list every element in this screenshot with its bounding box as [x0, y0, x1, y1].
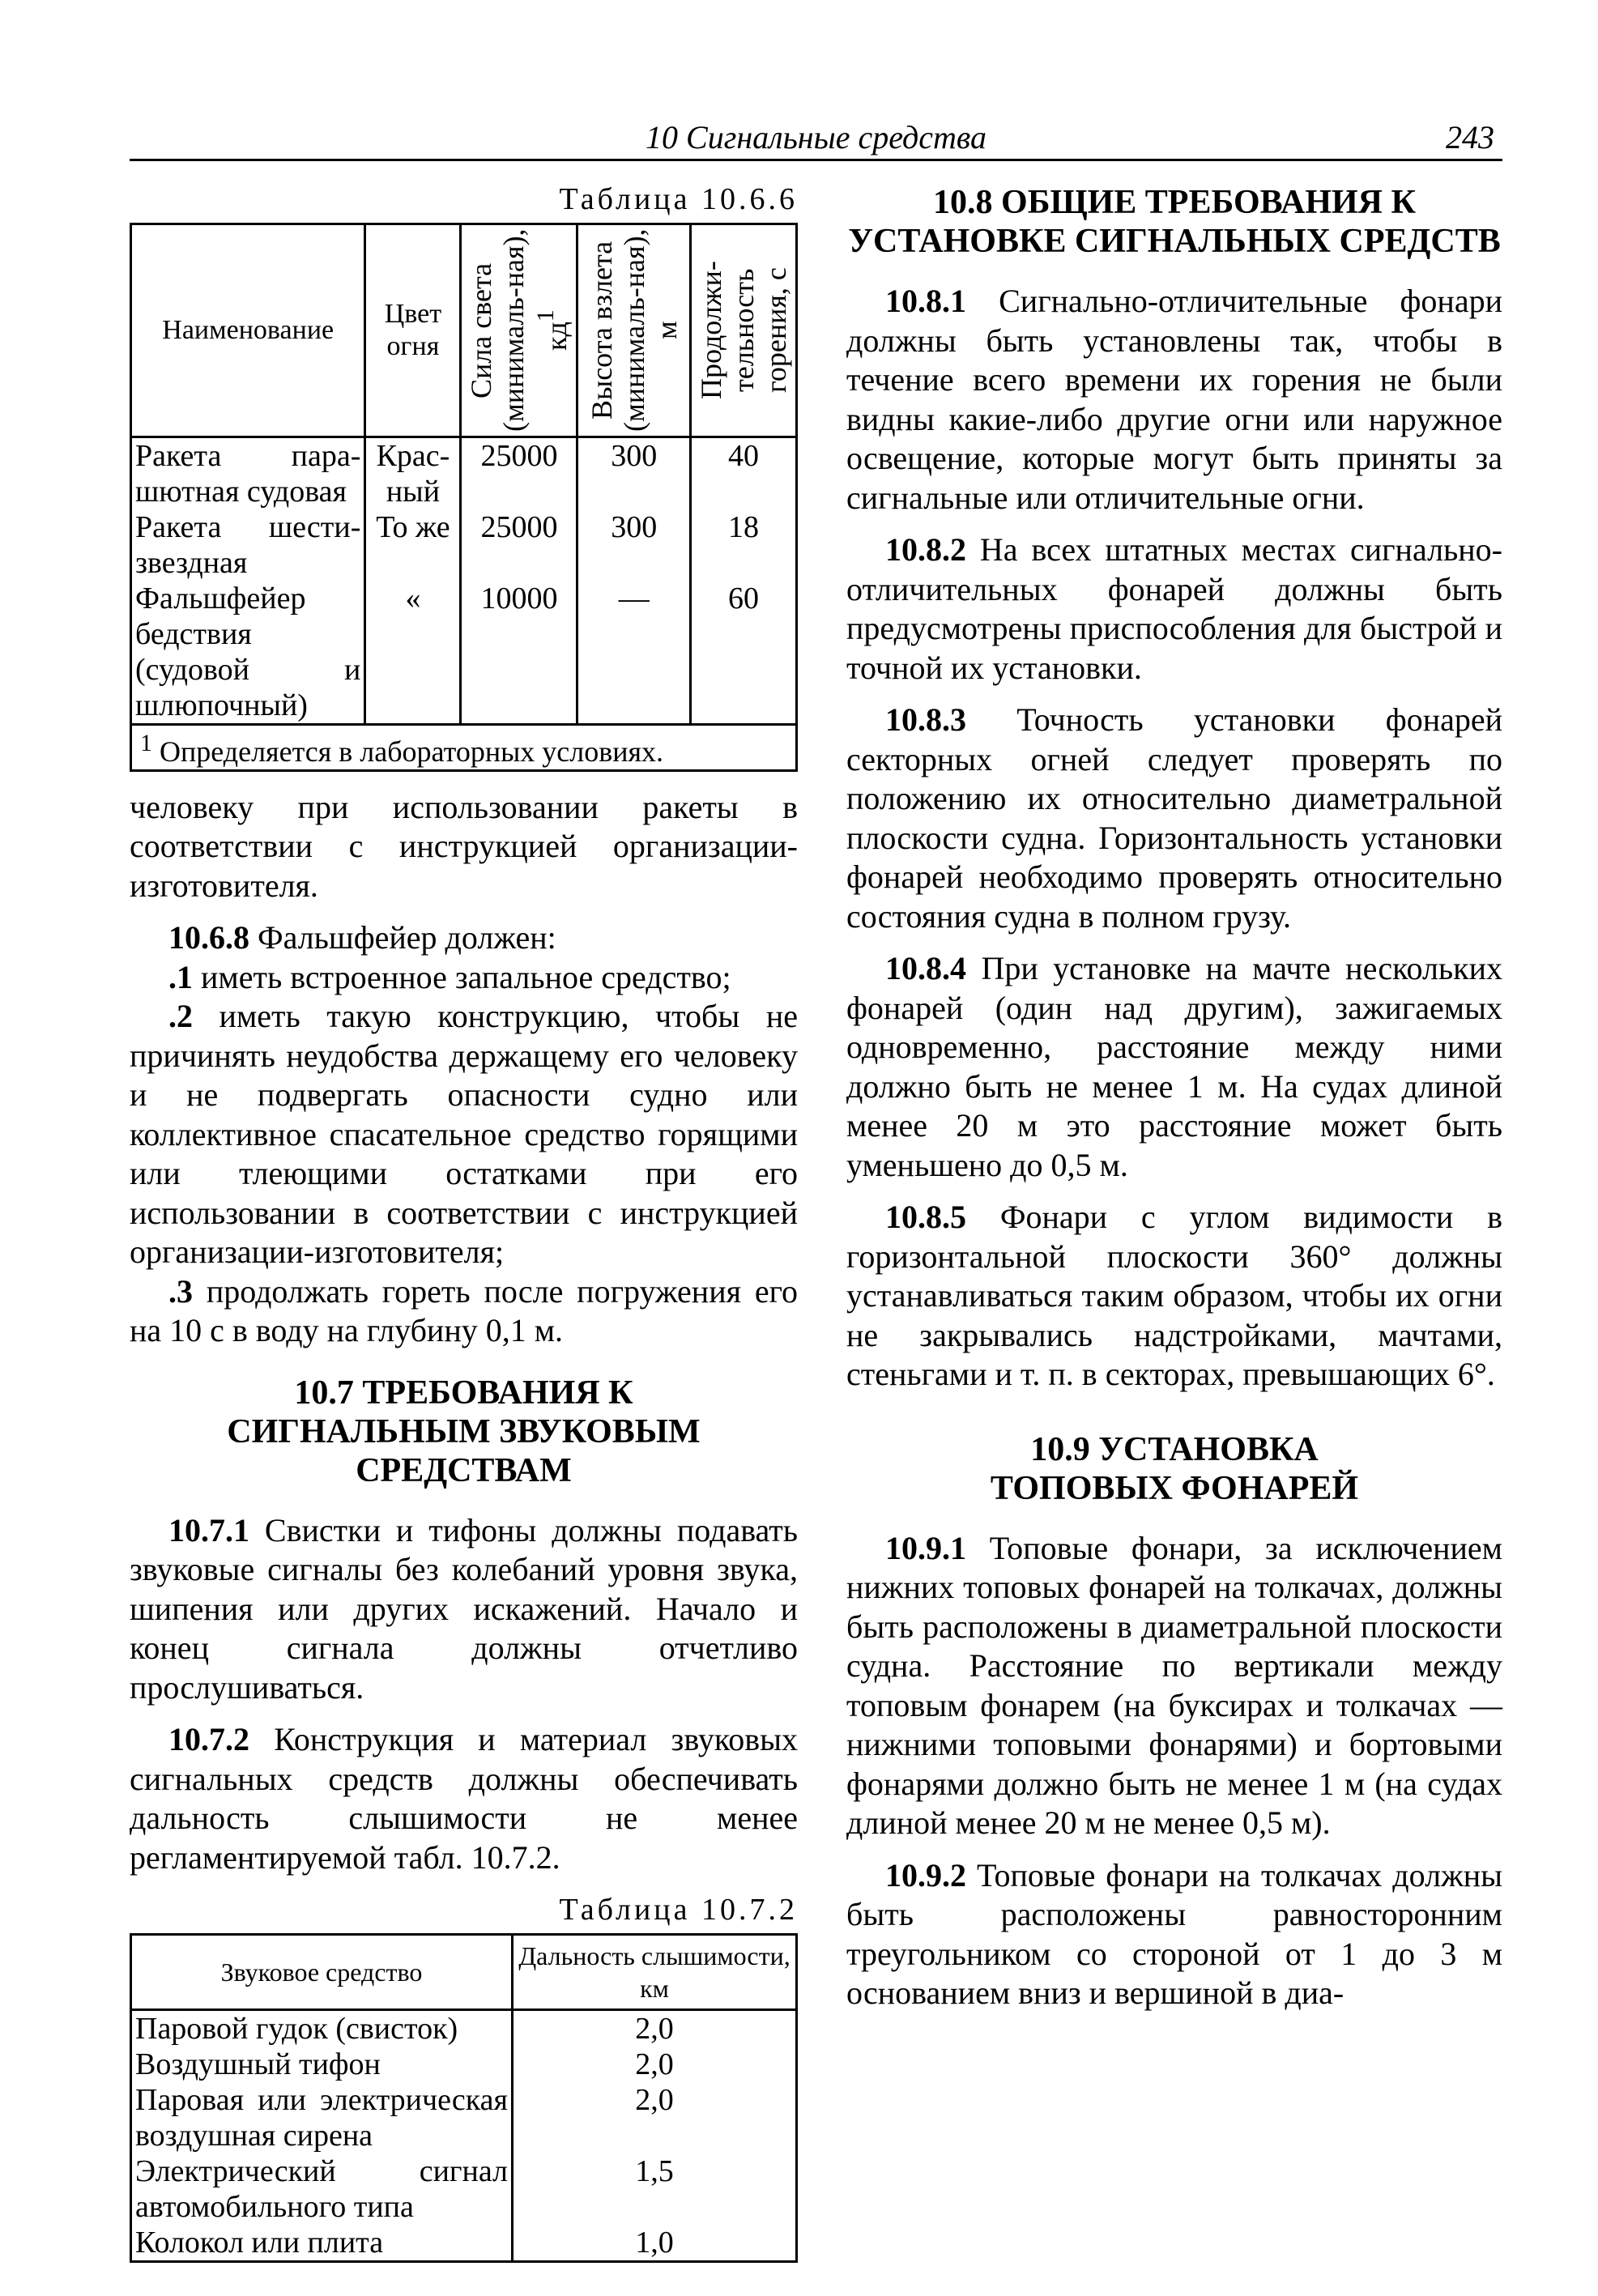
cell-name: Ракета шести-звездная [131, 509, 365, 581]
cell-height: 300 [577, 509, 691, 581]
cell-name: Воздушный тифон [131, 2047, 513, 2082]
cell-name: Электрический сигнал автомобильного типа [131, 2153, 513, 2225]
paragraph-10-8-1: 10.8.1 Сигнально-отличительные фонари должны быть установлены так, чтобы в течение всего времени их горения не были видны какие-либо другие огни или наружное освещение, которые могут быть приняты за сигнальные или отличительные огни. [846, 283, 1502, 516]
cell-name: Паровая или электрическая воздушная сирена [131, 2082, 513, 2153]
section-heading-10-9: 10.9 УСТАНОВКА ТОПОВЫХ ФОНАРЕЙ [990, 1430, 1359, 1507]
table-footnote-row [131, 724, 797, 770]
list-item: .3 продолжать гореть после погружения его на 10 с в воду на глубину 0,1 м. [130, 1272, 798, 1348]
cell-color: Крас-ный [365, 437, 461, 509]
table-footnote: $^1$ Определяется в лабораторных условиях. [131, 724, 797, 770]
col-header: Сила света (минималь-ная), $кд^1$ [465, 228, 573, 432]
cell-color: « [365, 581, 461, 725]
paragraph-10-7-2: 10.7.2 Конструкция и материал звуковых сигнальных средств должны обеспечивать дальность слышимости не менее регламентируемой табл. 10.7.2. [130, 1721, 799, 1876]
col-header-cell [691, 224, 797, 437]
cell-duration: 18 [691, 509, 797, 581]
cell-height: 300 [577, 437, 691, 509]
col-header-cell [577, 224, 691, 437]
section-heading-10-8: 10.8 ОБЩИЕ ТРЕБОВАНИЯ К УСТАНОВКЕ СИГНАЛЬНЫХ СРЕДСТВ [848, 184, 1501, 260]
paragraph-10-6-8: 10.6.8 Фальшфейер должен: [168, 919, 556, 956]
cell-intensity: 25000 [461, 509, 577, 581]
footnote-mark: 1 [532, 309, 560, 322]
table-caption: Таблица 10.6.6 [559, 182, 798, 216]
cell-intensity: 10000 [461, 581, 577, 725]
cell-range: 2,0 [513, 2082, 797, 2153]
paragraph-10-9-1: 10.9.1 Топовые фонари, за исключением нижних топовых фонарей на толкачах, должны быть расположены в диаметральной плоскости судна. Расстояние по вертикали между топовым фонарем (на буксирах и толкачах — нижними топовыми фонарями) и бортовыми фонарями должно быть не менее 1 м (на судах длиной менее 20 м не менее 0,5 м). [846, 1529, 1502, 1841]
section-heading-10-7: 10.7 ТРЕБОВАНИЯ К СИГНАЛЬНЫМ ЗВУКОВЫМ СРЕДСТВАМ [227, 1374, 701, 1489]
table-10-6-6 [130, 223, 798, 772]
cell-name: Паровой гудок (свисток) [131, 2009, 513, 2047]
cell-intensity: 25000 [461, 437, 577, 509]
table-row [131, 2047, 797, 2082]
cell-name: Фальшфейер бедствия (судовой и шлюпочный) [131, 581, 365, 725]
cell-range: 2,0 [513, 2047, 797, 2082]
paragraph-10-8-4: 10.8.4 При установке на мачте нескольких фонарей (один над другим), зажигаемых одновременно, расстояние между ними должно быть не менее 1 м. На судах длиной менее 20 м это расстояние может быть уменьшено до 0,5 м. [846, 950, 1503, 1183]
list-item: .2 иметь такую конструкцию, чтобы не причинять неудобства держащему его человеку и не подвергать опасности судно или коллективное спасательное средство горящими или тлеющими остатками при его использовании в соответствии с инструкцией организации-изготовителя; [130, 998, 798, 1270]
col-header: Цвет огня [365, 224, 461, 437]
cell-color: То же [365, 509, 461, 581]
col-header: Дальность слышимости, км [513, 1934, 797, 2009]
col-header-cell [461, 224, 577, 437]
right-column [846, 180, 1502, 2026]
paragraph-10-7-1: 10.7.1 Свистки и тифоны должны подавать звуковые сигналы без колебаний уровня звука, шипения или других искажений. Начало и конец сигнала должны отчетливо прослушиваться. [130, 1511, 798, 1706]
col-header: Высота взлета (минималь-ная), м [585, 228, 683, 432]
col-header: Звуковое средство [131, 1934, 513, 2009]
list-item: .1 иметь встроенное запальное средство; [168, 958, 731, 995]
cell-name: Ракета пара-шютная судовая [131, 437, 365, 509]
paragraph-10-8-5: 10.8.5 Фонари с углом видимости в горизонтальной плоскости 360° должны устанавливаться таким образом, чтобы их огни не закрывались надстройками, мачтами, стеньгами и т. п. в секторах, превышающих 6°. [846, 1199, 1502, 1392]
paragraph-10-8-3: 10.8.3 Точность установки фонарей секторных огней следует проверять по положению их относительно диаметральной плоскости судна. Горизонтальность установки фонарей необходимо проверять относительно состояния судна в полном грузу. [846, 701, 1503, 935]
left-column [130, 180, 798, 2263]
table-row [131, 581, 797, 725]
cell-range: 1,5 [513, 2153, 797, 2225]
table-caption: Таблица 10.7.2 [559, 1893, 798, 1927]
cell-duration: 40 [691, 437, 797, 509]
cell-range: 1,0 [513, 2225, 797, 2262]
table-row [131, 2153, 797, 2225]
table-row [131, 437, 797, 509]
cell-duration: 60 [691, 581, 797, 725]
paragraph-10-9-2: 10.9.2 Топовые фонари на толкачах должны быть расположены равносторонним треугольником со стороной от 1 до 3 м основанием вниз и вершиной в диа- [846, 1856, 1502, 2011]
table-10-7-2 [130, 1933, 798, 2263]
table-row [131, 2225, 797, 2262]
page-number: 243 [1446, 119, 1494, 155]
col-header: Наименование [131, 224, 365, 437]
cell-name: Колокол или плита [131, 2225, 513, 2262]
col-header: Продолжи-тельность горения, с [695, 261, 792, 399]
cell-height: — [577, 581, 691, 725]
table-row [131, 509, 797, 581]
paragraph: человеку при использовании ракеты в соответствии с инструкцией организации-изготовителя. [130, 788, 798, 904]
chapter-title: 10 Сигнальные средства [646, 119, 986, 155]
table-row [131, 2009, 797, 2047]
running-header [130, 113, 1502, 161]
table-row [131, 2082, 797, 2153]
paragraph-10-8-2: 10.8.2 На всех штатных местах сигнально-отличительных фонарей должны быть предусмотрены приспособления для быстрой и точной их установки. [846, 531, 1502, 686]
cell-range: 2,0 [513, 2009, 797, 2047]
